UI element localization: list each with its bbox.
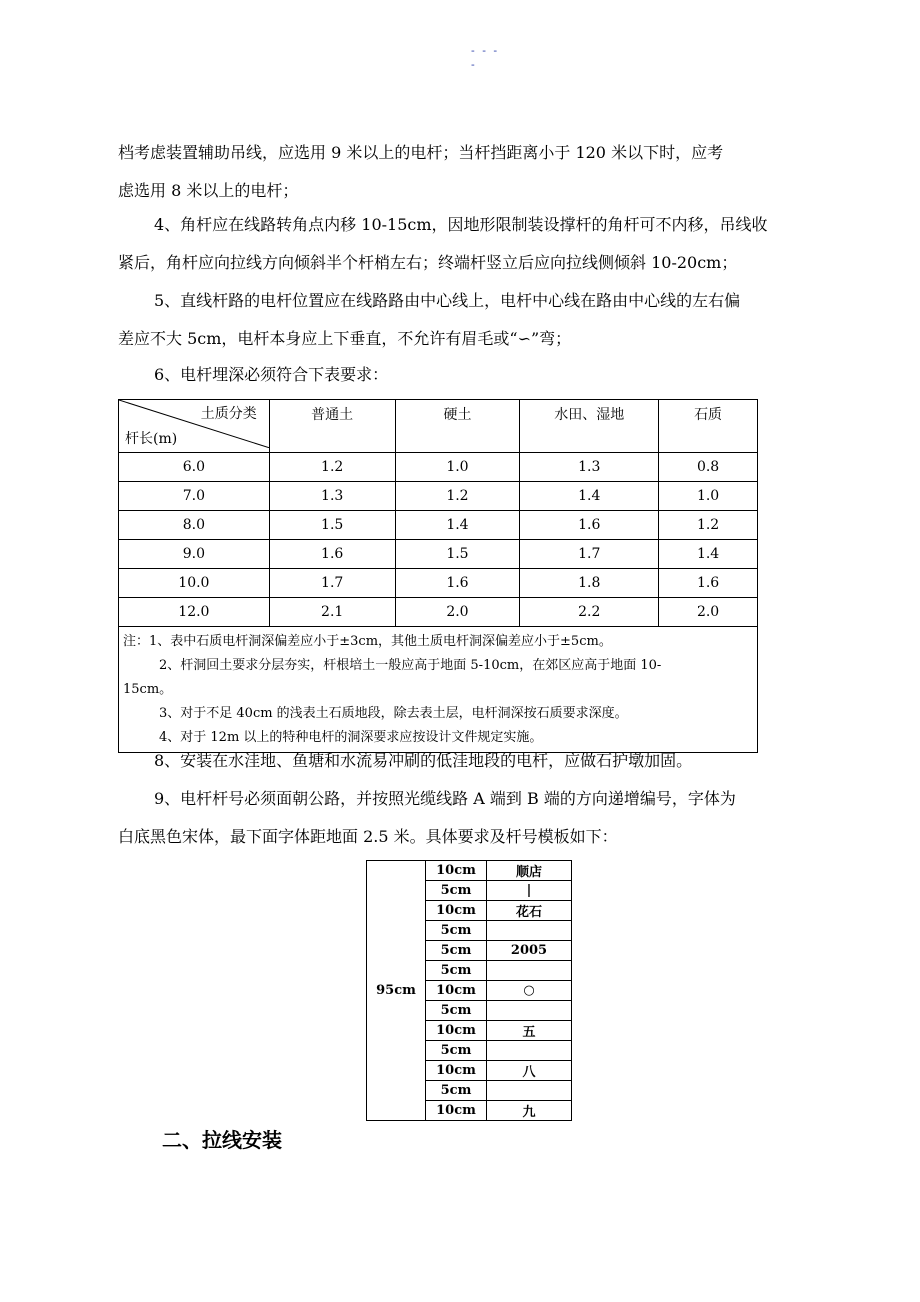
template-text-cell: 2005 [487, 941, 572, 961]
depth-cell: 1.6 [659, 569, 758, 598]
text-line: 8、安装在水洼地、鱼塘和水流易冲刷的低洼地段的电杆，应做石护墩加固。 [154, 751, 693, 770]
template-text-cell: ○ [487, 981, 572, 1001]
paragraph-item-4 [118, 206, 834, 282]
length-cell: 6.0 [119, 453, 270, 482]
depth-cell: 1.4 [659, 540, 758, 569]
depth-cell: 1.2 [395, 482, 520, 511]
text-line: 档考虑装置辅助吊线，应选用 9 米以上的电杆；当杆挡距离小于 120 米以下时，应考 [118, 143, 724, 162]
template-text-cell [487, 921, 572, 941]
note-line: 15cm。 [123, 682, 173, 697]
soil-type-label: 土质分类 [200, 406, 257, 422]
note-line: 3、对于不足 40cm 的浅表土石质地段，除去表土层，电杆洞深按石质要求深度。 [159, 706, 628, 721]
size-cell: 5cm [426, 881, 487, 901]
template-text-cell: 八 [487, 1061, 572, 1081]
size-cell: 5cm [426, 941, 487, 961]
text-line: 虑选用 8 米以上的电杆； [118, 181, 299, 200]
template-text-cell: 五 [487, 1021, 572, 1041]
text-line: 9、电杆杆号必须面朝公路，并按照光缆线路 A 端到 B 端的方向递增编号，字体为 [154, 789, 736, 808]
template-text-cell: 顺店 [487, 861, 572, 881]
table-row [119, 453, 758, 482]
size-cell: 10cm [426, 861, 487, 881]
size-cell: 5cm [426, 1041, 487, 1061]
table-row [119, 598, 758, 627]
depth-cell: 1.3 [269, 482, 395, 511]
table-row [119, 569, 758, 598]
template-text-cell [487, 1081, 572, 1101]
note-line: 4、对于 12m 以上的特种电杆的洞深要求应按设计文件规定实施。 [159, 730, 543, 745]
column-header: 石质 [659, 400, 758, 453]
depth-cell: 1.7 [520, 540, 659, 569]
table-row [119, 482, 758, 511]
table-header-row [119, 400, 758, 453]
length-cell: 8.0 [119, 511, 270, 540]
size-cell: 10cm [426, 1021, 487, 1041]
notes-row [119, 627, 758, 753]
note-line: 注：1、表中石质电杆洞深偏差应小于±3cm，其他土质电杆洞深偏差应小于±5cm。 [123, 634, 612, 649]
paragraph-item-5 [118, 282, 834, 358]
paragraph-continuation [118, 134, 834, 210]
text-line: 4、角杆应在线路转角点内移 10-15cm，因地形限制装设撑杆的角杆可不内移，吊线收 [154, 215, 768, 234]
size-cell: 5cm [426, 961, 487, 981]
text-line: 5、直线杆路的电杆位置应在线路路由中心线上，电杆中心线在路由中心线的左右偏 [154, 291, 741, 310]
template-text-cell: 花石 [487, 901, 572, 921]
template-text-cell: 九 [487, 1101, 572, 1121]
depth-cell: 1.0 [395, 453, 520, 482]
note-line: 2、杆洞回土要求分层夯实，杆根培土一般应高于地面 5-10cm，在郊区应高于地面 10- [159, 658, 662, 673]
depth-cell: 1.6 [520, 511, 659, 540]
depth-cell: 0.8 [659, 453, 758, 482]
depth-cell: 1.7 [269, 569, 395, 598]
template-text-cell [487, 1041, 572, 1061]
size-cell: 5cm [426, 1001, 487, 1021]
depth-cell: 1.4 [520, 482, 659, 511]
size-cell: 10cm [426, 1061, 487, 1081]
table-row [119, 511, 758, 540]
length-cell: 7.0 [119, 482, 270, 511]
page-header-mark: - - - - [471, 44, 500, 71]
depth-cell: 2.0 [395, 598, 520, 627]
template-text-cell [487, 961, 572, 981]
corner-header-cell [119, 400, 270, 453]
depth-cell: 1.5 [269, 511, 395, 540]
depth-cell: 2.1 [269, 598, 395, 627]
length-cell: 12.0 [119, 598, 270, 627]
paragraph-item-8 [118, 742, 834, 780]
paragraph-item-6 [118, 356, 834, 394]
pole-depth-table [118, 399, 758, 753]
paragraph-item-9 [118, 780, 834, 856]
length-cell: 9.0 [119, 540, 270, 569]
column-header: 硬土 [395, 400, 520, 453]
size-cell: 5cm [426, 921, 487, 941]
depth-cell: 1.2 [269, 453, 395, 482]
depth-cell: 1.0 [659, 482, 758, 511]
pole-length-label: 杆长(m) [125, 431, 178, 447]
length-cell: 10.0 [119, 569, 270, 598]
depth-cell: 2.0 [659, 598, 758, 627]
depth-cell: 1.6 [269, 540, 395, 569]
depth-cell: 1.5 [395, 540, 520, 569]
depth-cell: 2.2 [520, 598, 659, 627]
pole-number-template-table [366, 860, 572, 1121]
text-line: 白底黑色宋体，最下面字体距地面 2.5 米。具体要求及杆号模板如下： [118, 827, 618, 846]
text-line: 紧后，角杆应向拉线方向倾斜半个杆梢左右；终端杆竖立后应向拉线侧倾斜 10-20cm； [118, 253, 738, 272]
template-text-cell [487, 1001, 572, 1021]
text-line: 差应不大 5cm，电杆本身应上下垂直，不允许有眉毛或“∽”弯； [118, 329, 572, 348]
depth-cell: 1.2 [659, 511, 758, 540]
template-text-cell: | [487, 881, 572, 901]
depth-cell: 1.8 [520, 569, 659, 598]
template-row [367, 861, 572, 881]
depth-cell: 1.6 [395, 569, 520, 598]
column-header: 水田、湿地 [520, 400, 659, 453]
column-header: 普通土 [269, 400, 395, 453]
depth-cell: 1.4 [395, 511, 520, 540]
table-row [119, 540, 758, 569]
depth-cell: 1.3 [520, 453, 659, 482]
size-cell: 5cm [426, 1081, 487, 1101]
total-height-cell: 95cm [367, 861, 426, 1121]
notes-cell [119, 627, 758, 753]
size-cell: 10cm [426, 901, 487, 921]
section-title: 二、拉线安装 [162, 1128, 282, 1152]
size-cell: 10cm [426, 1101, 487, 1121]
size-cell: 10cm [426, 981, 487, 1001]
text-line: 6、电杆埋深必须符合下表要求： [154, 365, 389, 384]
